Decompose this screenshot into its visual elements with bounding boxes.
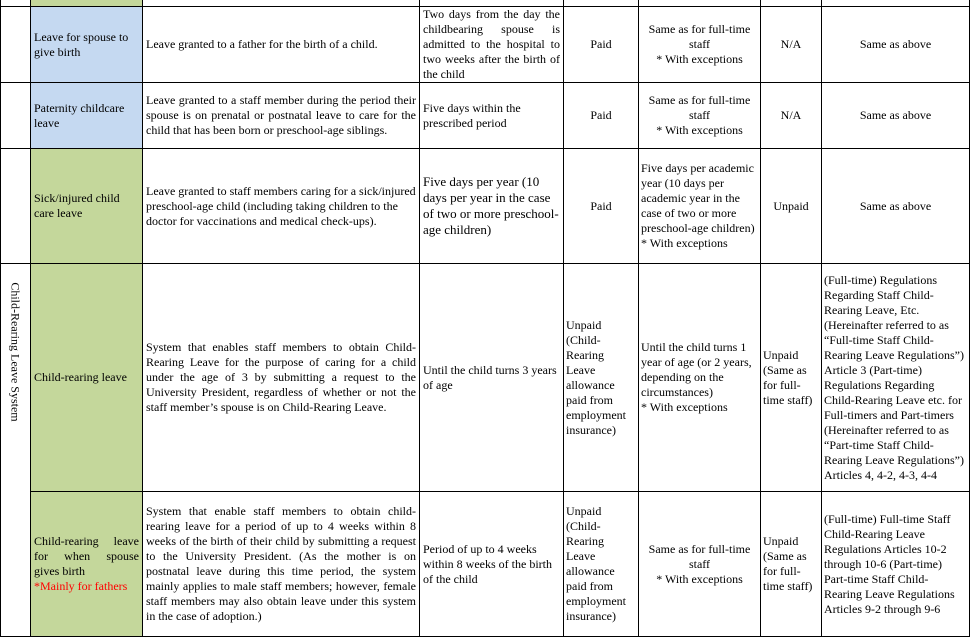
part-time-text: Five days per academic year (10 days per academic year in the case of two or more preschool-age children) bbox=[641, 161, 755, 235]
leave-name: Child-rearing leave bbox=[31, 264, 143, 492]
leave-name: Leave for spouse to give birth bbox=[31, 7, 143, 83]
part-time-text: Until the child turns 1 year of age (or 2 years, depending on the circumstances) bbox=[641, 340, 752, 399]
leave-description: Leave granted to a father for the birth of a child. bbox=[143, 7, 420, 83]
part-time-note: * With exceptions bbox=[656, 571, 743, 586]
leave-name: Sick/injured child care leave bbox=[31, 149, 143, 264]
part-time-text: Same as for full-time staff bbox=[648, 93, 751, 122]
leave-name-note: *Mainly for fathers bbox=[34, 579, 128, 593]
regulations: (Full-time) Full-time Staff Child-Rearing Leave Regulations Articles 10-2 through 10-6 (Part-time) Part-time Staff Child-Rearing Leave Regulations Articles 9-2 through 9-6 bbox=[822, 492, 970, 637]
leave-description: Leave granted to a staff member during the period their spouse is on prenatal or postnatal leave to care for the child that has been born or preschool-age siblings. bbox=[143, 83, 420, 149]
leave-period: Five days within the prescribed period bbox=[420, 83, 564, 149]
part-time-cell bbox=[639, 83, 761, 149]
category-cell-blank bbox=[1, 83, 31, 149]
leave-description: System that enables staff members to obtain Child-Rearing Leave for the purpose of caring for a child under the age of 3 by submitting a request to the University President, regardless of whether or not the staff member’s spouse is on Child-Rearing Leave. bbox=[143, 264, 420, 492]
fixed-term: N/A bbox=[761, 7, 822, 83]
leave-description: System that enable staff members to obtain child-rearing leave for a period of up to 4 weeks within 8 weeks of the birth of their child by submitting a request to the University President. (As the mother is on postnatal leave during this time period, the system mainly applies to male staff members; however, female staff members may also obtain leave under this system in the case of adoption.) bbox=[143, 492, 420, 637]
part-time-note: * With exceptions bbox=[641, 400, 728, 414]
leave-pay: Unpaid (Child-Rearing Leave allowance paid from employment insurance) bbox=[564, 264, 639, 492]
part-time-note: * With exceptions bbox=[656, 123, 743, 137]
part-time-cell bbox=[639, 264, 761, 492]
fixed-term: N/A bbox=[761, 83, 822, 149]
leave-name-cell bbox=[31, 492, 143, 637]
leave-period: Until the child turns 3 years of age bbox=[420, 264, 564, 492]
part-time-note: * With exceptions bbox=[641, 236, 728, 250]
regulations: Same as above bbox=[822, 83, 970, 149]
category-cell-blank bbox=[1, 7, 31, 83]
category-cell bbox=[1, 264, 31, 637]
leave-pay: Paid bbox=[564, 83, 639, 149]
leave-pay: Paid bbox=[564, 7, 639, 83]
fixed-term: Unpaid (Same as for full-time staff) bbox=[761, 264, 822, 492]
table-row bbox=[1, 83, 970, 149]
leave-pay: Paid bbox=[564, 149, 639, 264]
part-time-text: Same as for full-time staff bbox=[648, 22, 751, 51]
fixed-term: Unpaid bbox=[761, 149, 822, 264]
part-time-cell bbox=[639, 149, 761, 264]
regulations: Same as above bbox=[822, 7, 970, 83]
regulations: (Full-time) Regulations Regarding Staff Child-Rearing Leave, Etc. (Hereinafter referred to as “Full-time Staff Child-Rearing Leave Regulations”) Article 3 (Part-time) Regulations Regarding Child-Rearing Leave etc. for Full-timers and Part-timers (Hereinafter referred to as “Part-time Staff Child-Rearing Leave Regulations”) Articles 4, 4-2, 4-3, 4-4 bbox=[822, 264, 970, 492]
table-row bbox=[1, 149, 970, 264]
leave-name: Child-rearing leave for when spouse gives birth bbox=[34, 534, 139, 578]
part-time-note: * With exceptions bbox=[656, 52, 743, 66]
leave-period: Five days per year (10 days per year in the case of two or more preschool-age children) bbox=[420, 149, 564, 264]
leave-period: Two days from the day the childbearing spouse is admitted to the hospital to two weeks after the birth of the child bbox=[420, 7, 564, 83]
fixed-term: Unpaid (Same as for full-time staff) bbox=[761, 492, 822, 637]
table-row bbox=[1, 264, 970, 492]
part-time-cell bbox=[639, 492, 761, 637]
table-row bbox=[1, 7, 970, 83]
leave-pay: Unpaid (Child-Rearing Leave allowance paid from employment insurance) bbox=[564, 492, 639, 637]
category-label: Child-Rearing Leave System bbox=[8, 282, 23, 422]
part-time-text: Same as for full-time staff bbox=[648, 541, 751, 571]
part-time-cell bbox=[639, 7, 761, 83]
category-cell-blank bbox=[1, 149, 31, 264]
leave-description: Leave granted to staff members caring for a sick/injured preschool-age child (including taking children to the doctor for vaccinations and medical check-ups). bbox=[143, 149, 420, 264]
leave-name: Paternity childcare leave bbox=[31, 83, 143, 149]
regulations: Same as above bbox=[822, 149, 970, 264]
leave-period: Period of up to 4 weeks within 8 weeks of the birth of the child bbox=[420, 492, 564, 637]
table-row bbox=[1, 492, 970, 637]
